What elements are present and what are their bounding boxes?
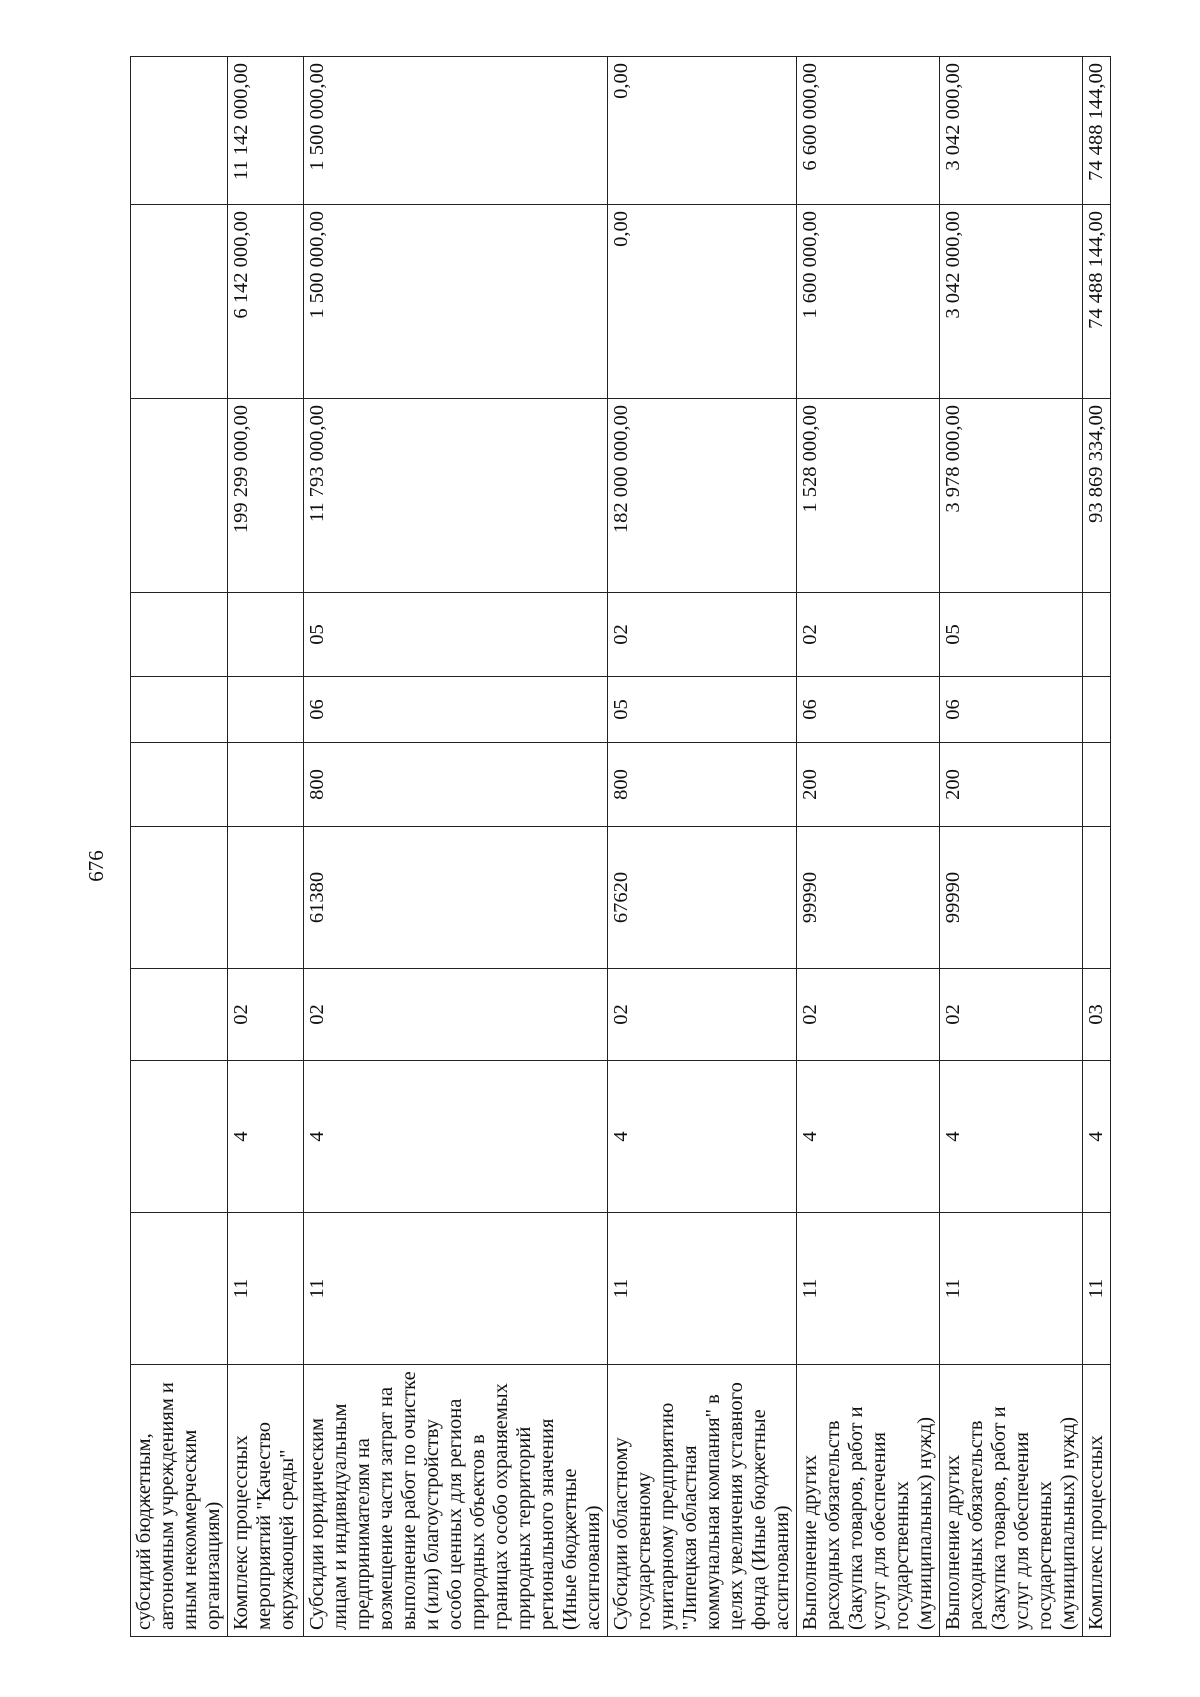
code-cell: 200	[797, 743, 940, 827]
code-cell	[1083, 677, 1111, 743]
table-row	[1083, 57, 1111, 1637]
code-cell: 05	[304, 593, 608, 677]
code-cell: 02	[228, 969, 304, 1061]
code-cell: 4	[940, 1061, 1083, 1213]
budget-table	[130, 56, 1111, 1637]
sum-cell	[131, 57, 228, 205]
budget-table-rotated	[130, 57, 1107, 1637]
code-cell: 02	[797, 969, 940, 1061]
sum-cell: 3 978 000,00	[940, 399, 1083, 593]
code-cell: 11	[304, 1213, 608, 1365]
row-name: субсидий бюджетным, автономным учреждениям и иным некоммерческим организациям)	[131, 1365, 228, 1637]
code-cell: 4	[228, 1061, 304, 1213]
code-cell: 03	[1083, 969, 1111, 1061]
code-cell: 4	[1083, 1061, 1111, 1213]
table-row	[304, 57, 608, 1637]
code-cell: 4	[304, 1061, 608, 1213]
sum-cell: 1 500 000,00	[304, 57, 608, 205]
sum-cell: 74 488 144,00	[1083, 205, 1111, 399]
row-name: Комплекс процессных	[1083, 1365, 1111, 1637]
code-cell: 11	[1083, 1213, 1111, 1365]
table-row	[131, 57, 228, 1637]
sum-cell	[131, 205, 228, 399]
row-name: Субсидии юридическим лицам и индивидуальным предпринимателям на возмещение части затрат на выполнение работ по очистке и (или) благоустройству особо ценных для региона природных объектов в границах особо охраняемых природных территорий регионального значения (Иные бюджетные ассигнования)	[304, 1365, 608, 1637]
code-cell: 02	[608, 969, 797, 1061]
table-row	[608, 57, 797, 1637]
sum-cell: 93 869 334,00	[1083, 399, 1111, 593]
code-cell	[131, 1213, 228, 1365]
sum-cell: 0,00	[608, 57, 797, 205]
code-cell	[131, 969, 228, 1061]
code-cell: 11	[940, 1213, 1083, 1365]
table-row	[940, 57, 1083, 1637]
code-cell: 4	[608, 1061, 797, 1213]
code-cell: 02	[940, 969, 1083, 1061]
code-cell	[131, 743, 228, 827]
code-cell: 06	[797, 677, 940, 743]
code-cell	[228, 827, 304, 969]
code-cell: 05	[608, 677, 797, 743]
code-cell: 11	[228, 1213, 304, 1365]
code-cell	[1083, 593, 1111, 677]
code-cell: 11	[608, 1213, 797, 1365]
sum-cell: 3 042 000,00	[940, 205, 1083, 399]
sum-cell: 74 488 144,00	[1083, 57, 1111, 205]
code-cell: 11	[797, 1213, 940, 1365]
code-cell: 99990	[797, 827, 940, 969]
code-cell	[131, 827, 228, 969]
row-name: Комплекс процессных мероприятий "Качество окружающей среды"	[228, 1365, 304, 1637]
code-cell	[228, 593, 304, 677]
sum-cell: 0,00	[608, 205, 797, 399]
code-cell: 05	[940, 593, 1083, 677]
code-cell: 02	[608, 593, 797, 677]
sum-cell: 1 500 000,00	[304, 205, 608, 399]
code-cell: 06	[304, 677, 608, 743]
code-cell: 67620	[608, 827, 797, 969]
sum-cell	[131, 399, 228, 593]
sum-cell: 1 600 000,00	[797, 205, 940, 399]
code-cell	[228, 677, 304, 743]
code-cell: 02	[304, 969, 608, 1061]
code-cell: 4	[797, 1061, 940, 1213]
table-row	[228, 57, 304, 1637]
sum-cell: 182 000 000,00	[608, 399, 797, 593]
code-cell	[131, 1061, 228, 1213]
sum-cell: 6 600 000,00	[797, 57, 940, 205]
code-cell: 61380	[304, 827, 608, 969]
sum-cell: 3 042 000,00	[940, 57, 1083, 205]
code-cell	[131, 677, 228, 743]
page-number: 676	[84, 850, 108, 882]
sum-cell: 6 142 000,00	[228, 205, 304, 399]
code-cell: 800	[608, 743, 797, 827]
code-cell: 800	[304, 743, 608, 827]
code-cell	[1083, 827, 1111, 969]
row-name: Субсидии областному государственному унитарному предприятию "Липецкая областная коммунальная компания" в целях увеличения уставного фонда (Иные бюджетные ассигнования)	[608, 1365, 797, 1637]
code-cell	[1083, 743, 1111, 827]
sum-cell: 11 793 000,00	[304, 399, 608, 593]
code-cell: 02	[797, 593, 940, 677]
sum-cell: 199 299 000,00	[228, 399, 304, 593]
row-name: Выполнение других расходных обязательств (Закупка товаров, работ и услуг для обеспечения государственных (муниципальных) нужд)	[940, 1365, 1083, 1637]
code-cell	[228, 743, 304, 827]
table-row	[797, 57, 940, 1637]
sum-cell: 11 142 000,00	[228, 57, 304, 205]
code-cell: 06	[940, 677, 1083, 743]
sum-cell: 1 528 000,00	[797, 399, 940, 593]
row-name: Выполнение других расходных обязательств (Закупка товаров, работ и услуг для обеспечения государственных (муниципальных) нужд)	[797, 1365, 940, 1637]
code-cell: 200	[940, 743, 1083, 827]
code-cell	[131, 593, 228, 677]
code-cell: 99990	[940, 827, 1083, 969]
